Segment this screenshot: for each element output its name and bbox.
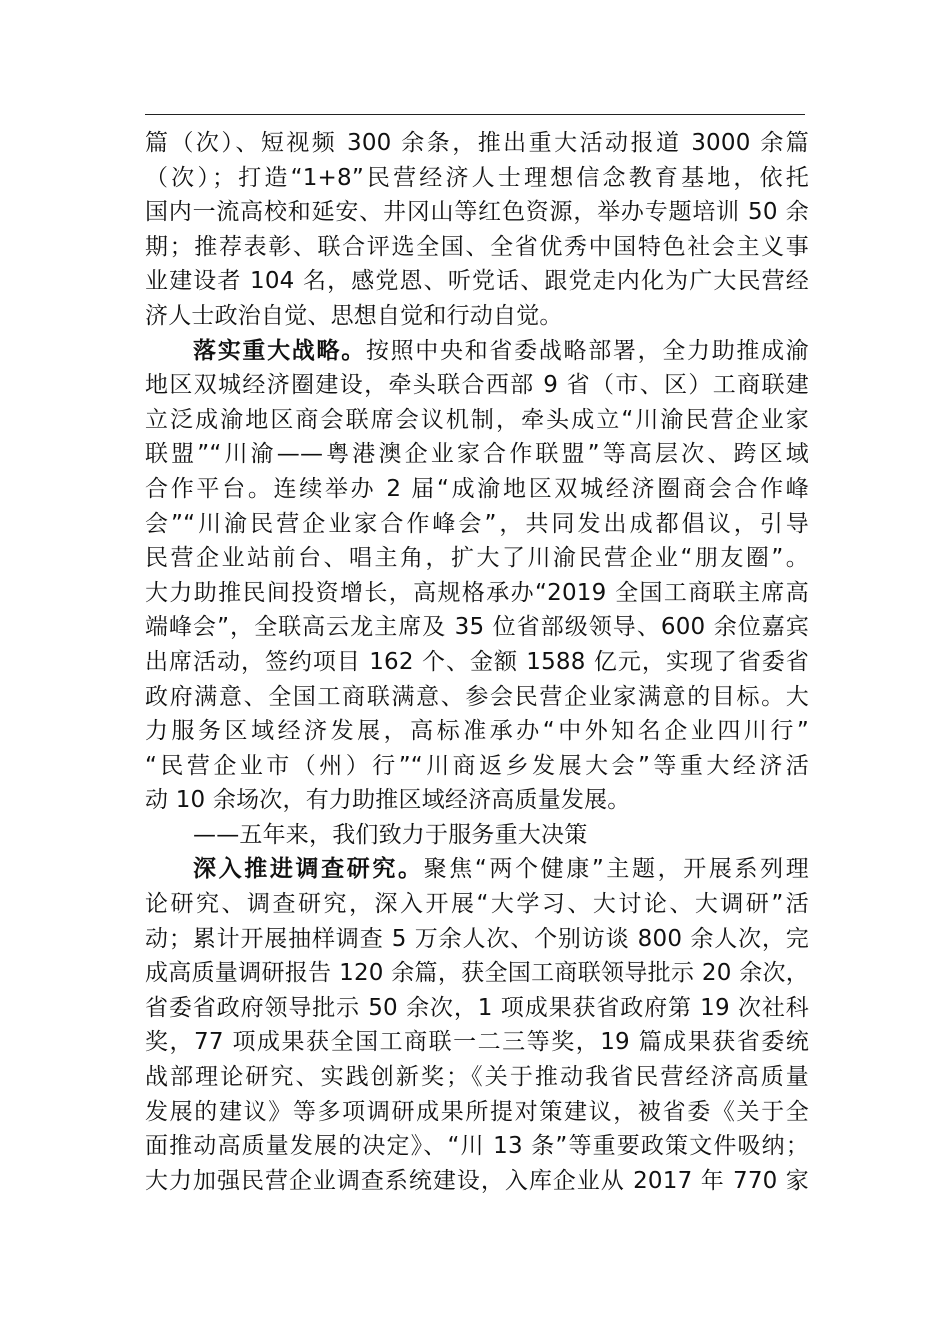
text-line: 篇（次）、短视频 300 余条，推出重大活动报道 3000 余篇: [145, 130, 809, 156]
text-line: 地区双城经济圈建设，牵头联合西部 9 省（市、区）工商联建: [145, 372, 809, 399]
text-line: 面推动高质量发展的决定》、“川 13 条”等重要政策文件吸纳；: [145, 1133, 809, 1160]
text-run: 按照中央和省委战略部署，全力助推成渝: [365, 337, 809, 364]
text-line: 省委省政府领导批示 50 余次，1 项成果获省政府第 19 次社科: [145, 994, 809, 1021]
text-line: 大力加强民营企业调查系统建设，入库企业从 2017 年 770 家: [145, 1167, 809, 1194]
text-line: 动；累计开展抽样调查 5 万余人次、个别访谈 800 余人次，完: [145, 925, 809, 952]
text-line: 奖，77 项成果获全国工商联一二三等奖，19 篇成果获省委统: [145, 1029, 809, 1056]
text-line: 端峰会”，全联高云龙主席及 35 位省部级领导、600 余位嘉宾: [145, 614, 809, 641]
paragraph-first-line: [145, 334, 809, 369]
text-line: 政府满意、全国工商联满意、参会民营企业家满意的目标。大: [145, 683, 809, 710]
text-line: 期；推荐表彰、联合评选全国、全省优秀中国特色社会主义事: [145, 233, 809, 260]
section-divider-line: ——五年来，我们致力于服务重大决策: [193, 821, 588, 848]
text-line: 论研究、调查研究，深入开展“大学习、大讨论、大调研”活: [145, 891, 809, 918]
body-text: [145, 126, 809, 1198]
text-line: 成高质量调研报告 120 余篇，获全国工商联领导批示 20 余次，: [145, 960, 809, 987]
text-line: 联盟”“川渝——粤港澳企业家合作联盟”等高层次、跨区域: [145, 441, 809, 468]
text-line: 出席活动，签约项目 162 个、金额 1588 亿元，实现了省委省: [145, 648, 809, 675]
text-line: “民营企业市（州）行”“川商返乡发展大会”等重大经济活: [145, 752, 809, 779]
text-line: 力服务区域经济发展，高标准承办“中外知名企业四川行”: [145, 718, 809, 745]
header-rule: [145, 114, 805, 115]
section-heading: 深入推进调查研究。: [193, 856, 424, 883]
text-line: 民营企业站前台、唱主角，扩大了川渝民营企业“朋友圈”。: [145, 545, 809, 572]
text-line: 战部理论研究、实践创新奖；《关于推动我省民营经济高质量: [145, 1064, 809, 1091]
text-run: 聚焦“两个健康”主题，开展系列理: [423, 856, 809, 883]
text-line: 济人士政治自觉、思想自觉和行动自觉。: [145, 302, 563, 329]
text-line: 大力助推民间投资增长，高规格承办“2019 全国工商联主席高: [145, 579, 809, 606]
text-line: 动 10 余场次，有力助推区域经济高质量发展。: [145, 787, 631, 814]
text-line: 业建设者 104 名，感党恩、听党话、跟党走内化为广大民营经: [145, 268, 809, 295]
text-line: （次）；打造“1+8”民营经济人士理想信念教育基地，依托: [145, 164, 809, 191]
paragraph-first-line: [145, 852, 809, 887]
text-line: 立泛成渝地区商会联席会议机制，牵头成立“川渝民营企业家: [145, 406, 809, 433]
text-line: 合作平台。连续举办 2 届“成渝地区双城经济圈商会合作峰: [145, 475, 809, 502]
text-line: 发展的建议》等多项调研成果所提对策建议，被省委《关于全: [145, 1098, 809, 1125]
text-line: 国内一流高校和延安、井冈山等红色资源，举办专题培训 50 余: [145, 199, 809, 226]
text-line: 会”“川渝民营企业家合作峰会”，共同发出成都倡议，引导: [145, 510, 809, 537]
section-heading: 落实重大战略。: [193, 337, 366, 364]
